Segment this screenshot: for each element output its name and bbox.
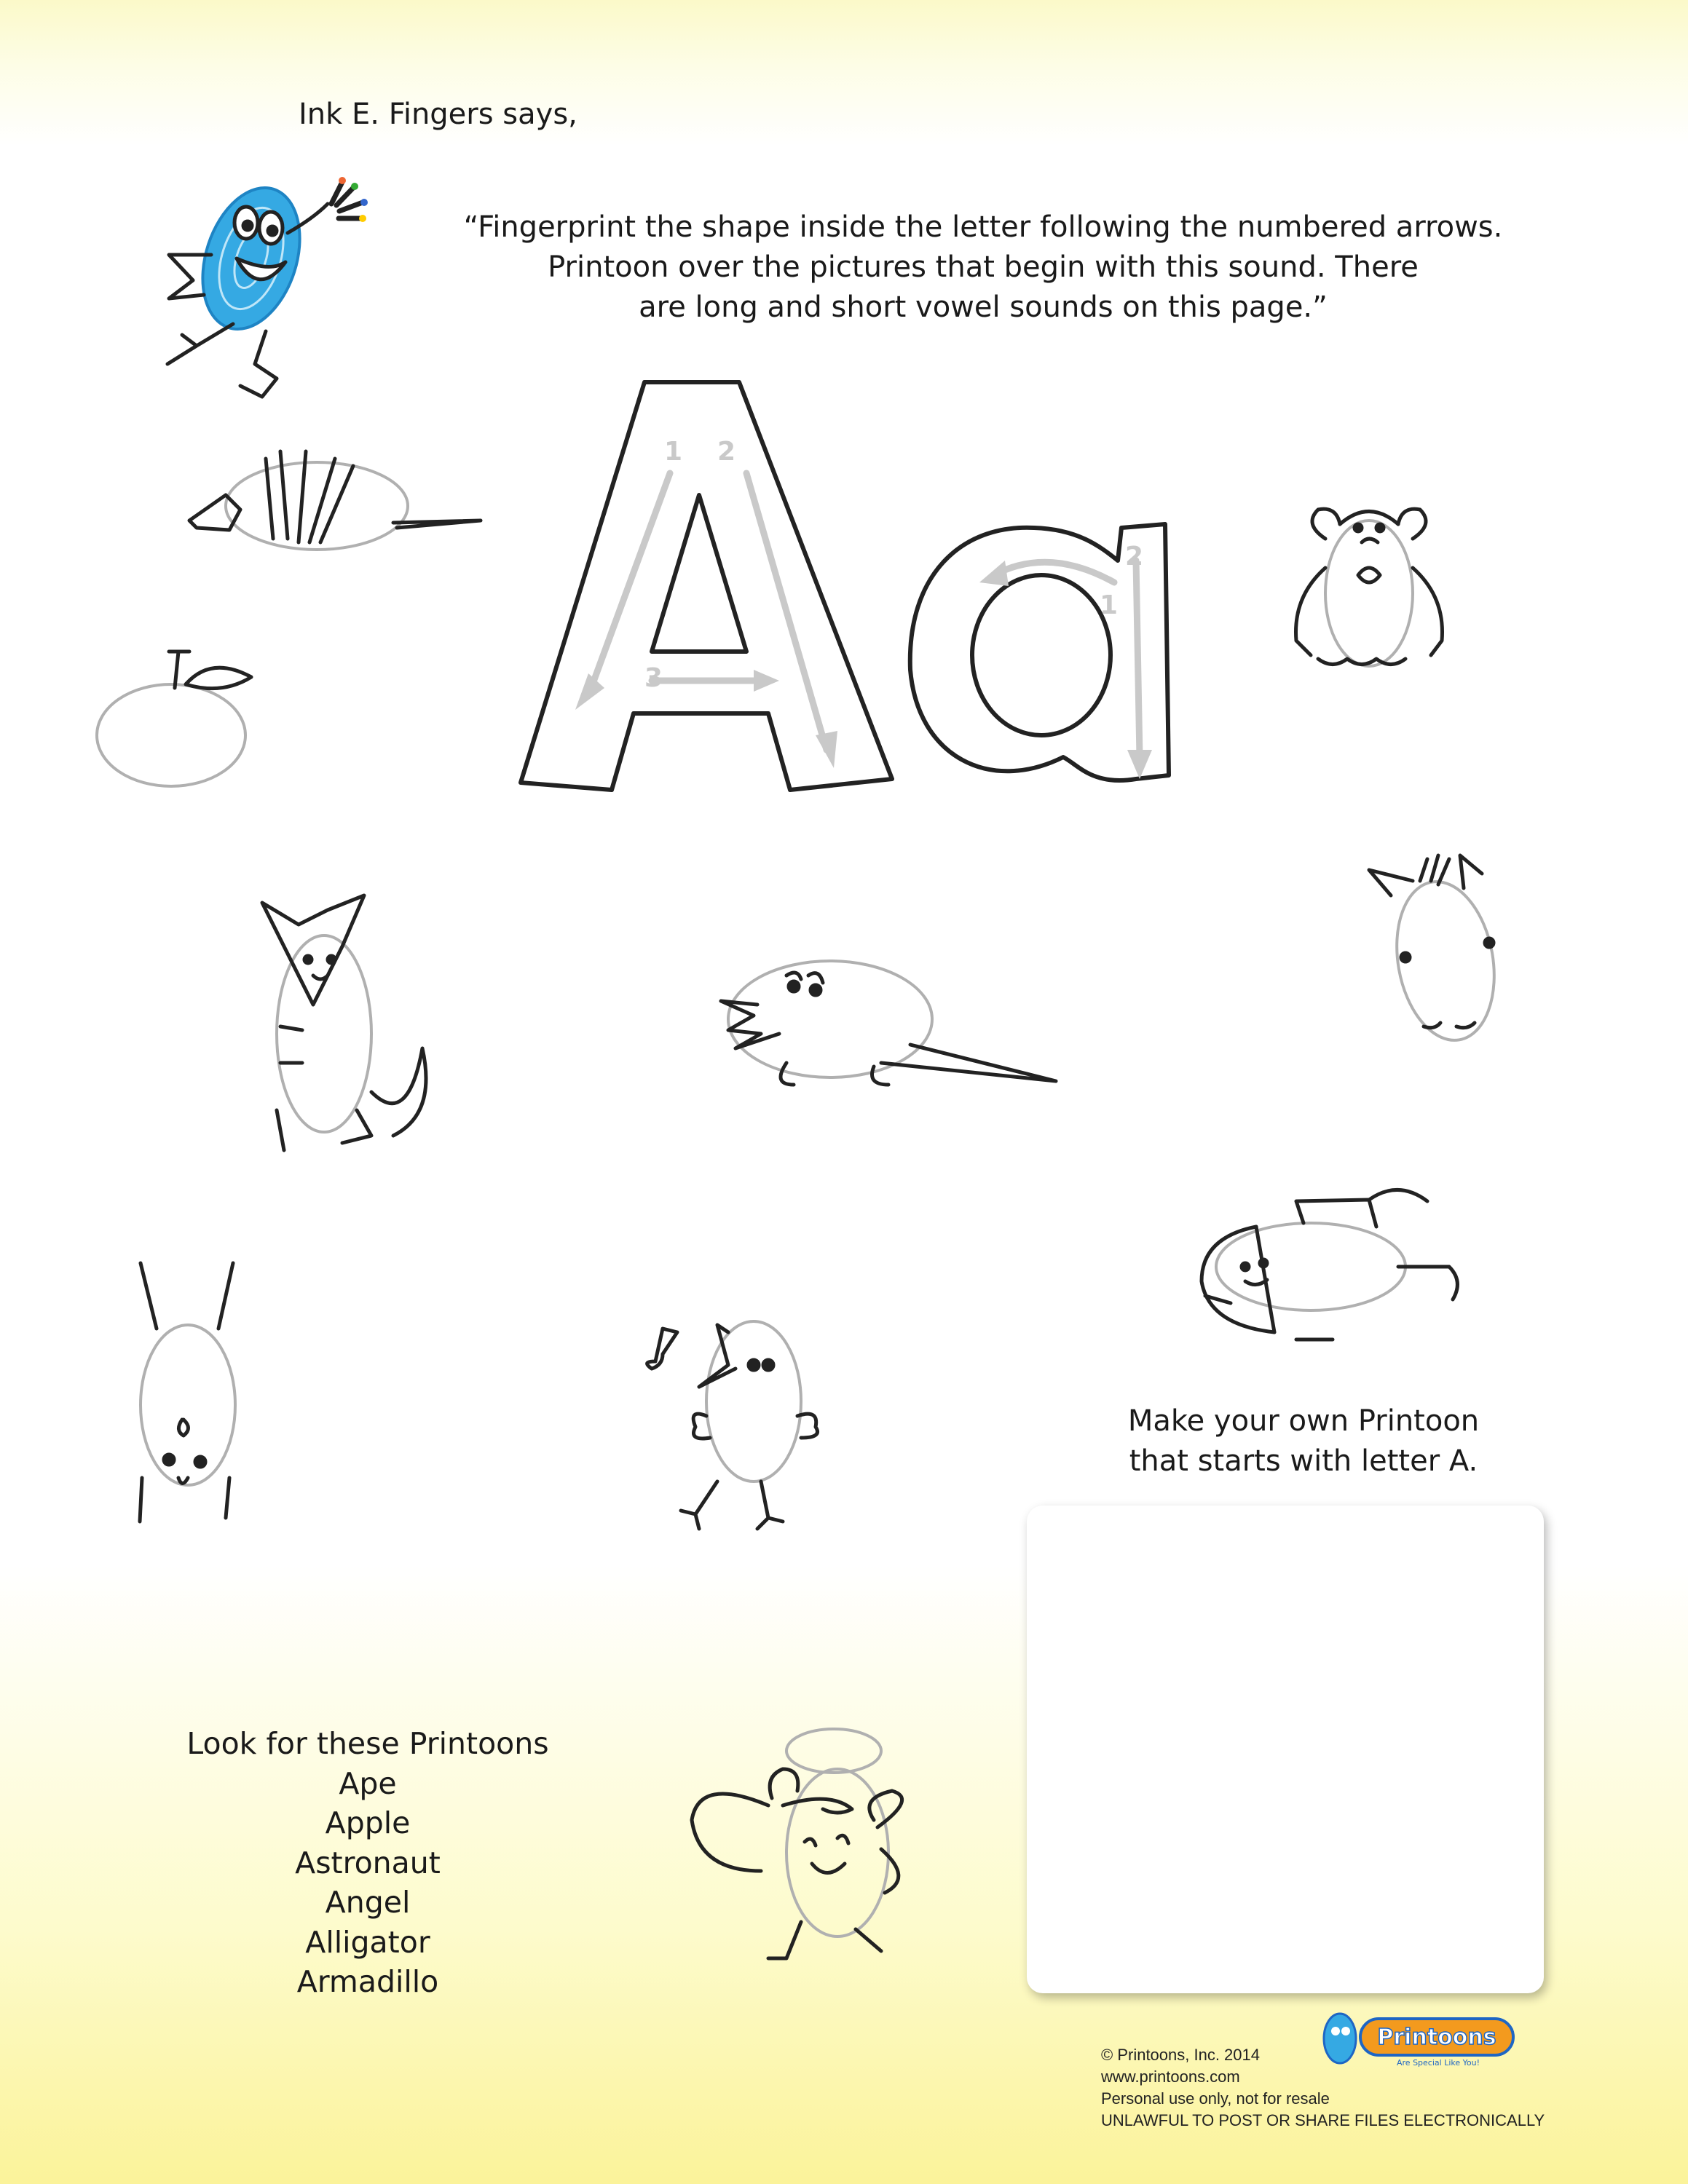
stroke-number-1: 1 (664, 437, 683, 467)
ape-drawing (1296, 509, 1443, 666)
instructions (393, 207, 1573, 328)
look-for-heading: Look for these Printoons (186, 1726, 549, 1761)
stroke-number-a1: 1 (1100, 590, 1119, 620)
look-for-word: Astronaut (295, 1845, 441, 1880)
copyright-line: © Printoons, Inc. 2014 (1101, 2046, 1261, 2064)
license-line: Personal use only, not for resale (1101, 2089, 1330, 2108)
make-your-own-line: that starts with letter A. (1129, 1444, 1478, 1478)
upside-down-animal-drawing (140, 1263, 235, 1522)
make-your-own-prompt (1092, 1401, 1515, 1481)
look-for-list (157, 1724, 579, 2002)
stroke-number-3: 3 (644, 663, 663, 693)
look-for-word: Angel (325, 1885, 411, 1920)
look-for-word: Ape (339, 1765, 397, 1801)
letter-uppercase-a (521, 382, 892, 790)
astronaut-drawing (1202, 1190, 1457, 1340)
stroke-number-2: 2 (717, 437, 736, 467)
apple-drawing (97, 652, 251, 786)
logo-text: Printoons (1377, 2025, 1496, 2050)
instruction-line: are long and short vowel sounds on this page.” (639, 290, 1328, 324)
drawing-area[interactable] (1027, 1506, 1544, 1993)
warning-line: UNLAWFUL TO POST OR SHARE FILES ELECTRONICALLY (1101, 2111, 1545, 2129)
horse-head-drawing (1369, 855, 1506, 1048)
angel-drawing (692, 1729, 902, 1958)
stroke-number-a2: 2 (1125, 542, 1144, 571)
look-for-word: Apple (325, 1805, 411, 1840)
ink-e-fingers-mascot (167, 175, 368, 397)
make-your-own-line: Make your own Printoon (1127, 1404, 1480, 1438)
website-line: www.printoons.com (1101, 2068, 1240, 2086)
armadillo-drawing (189, 451, 481, 550)
instruction-line: Printoon over the pictures that begin with this sound. There (548, 250, 1419, 284)
printoons-logo (1311, 2006, 1522, 2071)
alligator-drawing (721, 961, 1056, 1085)
instruction-line: “Fingerprint the shape inside the letter following the numbered arrows. (463, 210, 1503, 244)
look-for-word: Alligator (305, 1924, 430, 1960)
look-for-word: Armadillo (296, 1964, 439, 1999)
mascot-intro: Ink E. Fingers says, (299, 98, 577, 131)
logo-tagline: Are Special Like You! (1397, 2058, 1480, 2068)
bird-drawing (647, 1321, 818, 1529)
kangaroo-drawing (262, 895, 426, 1150)
